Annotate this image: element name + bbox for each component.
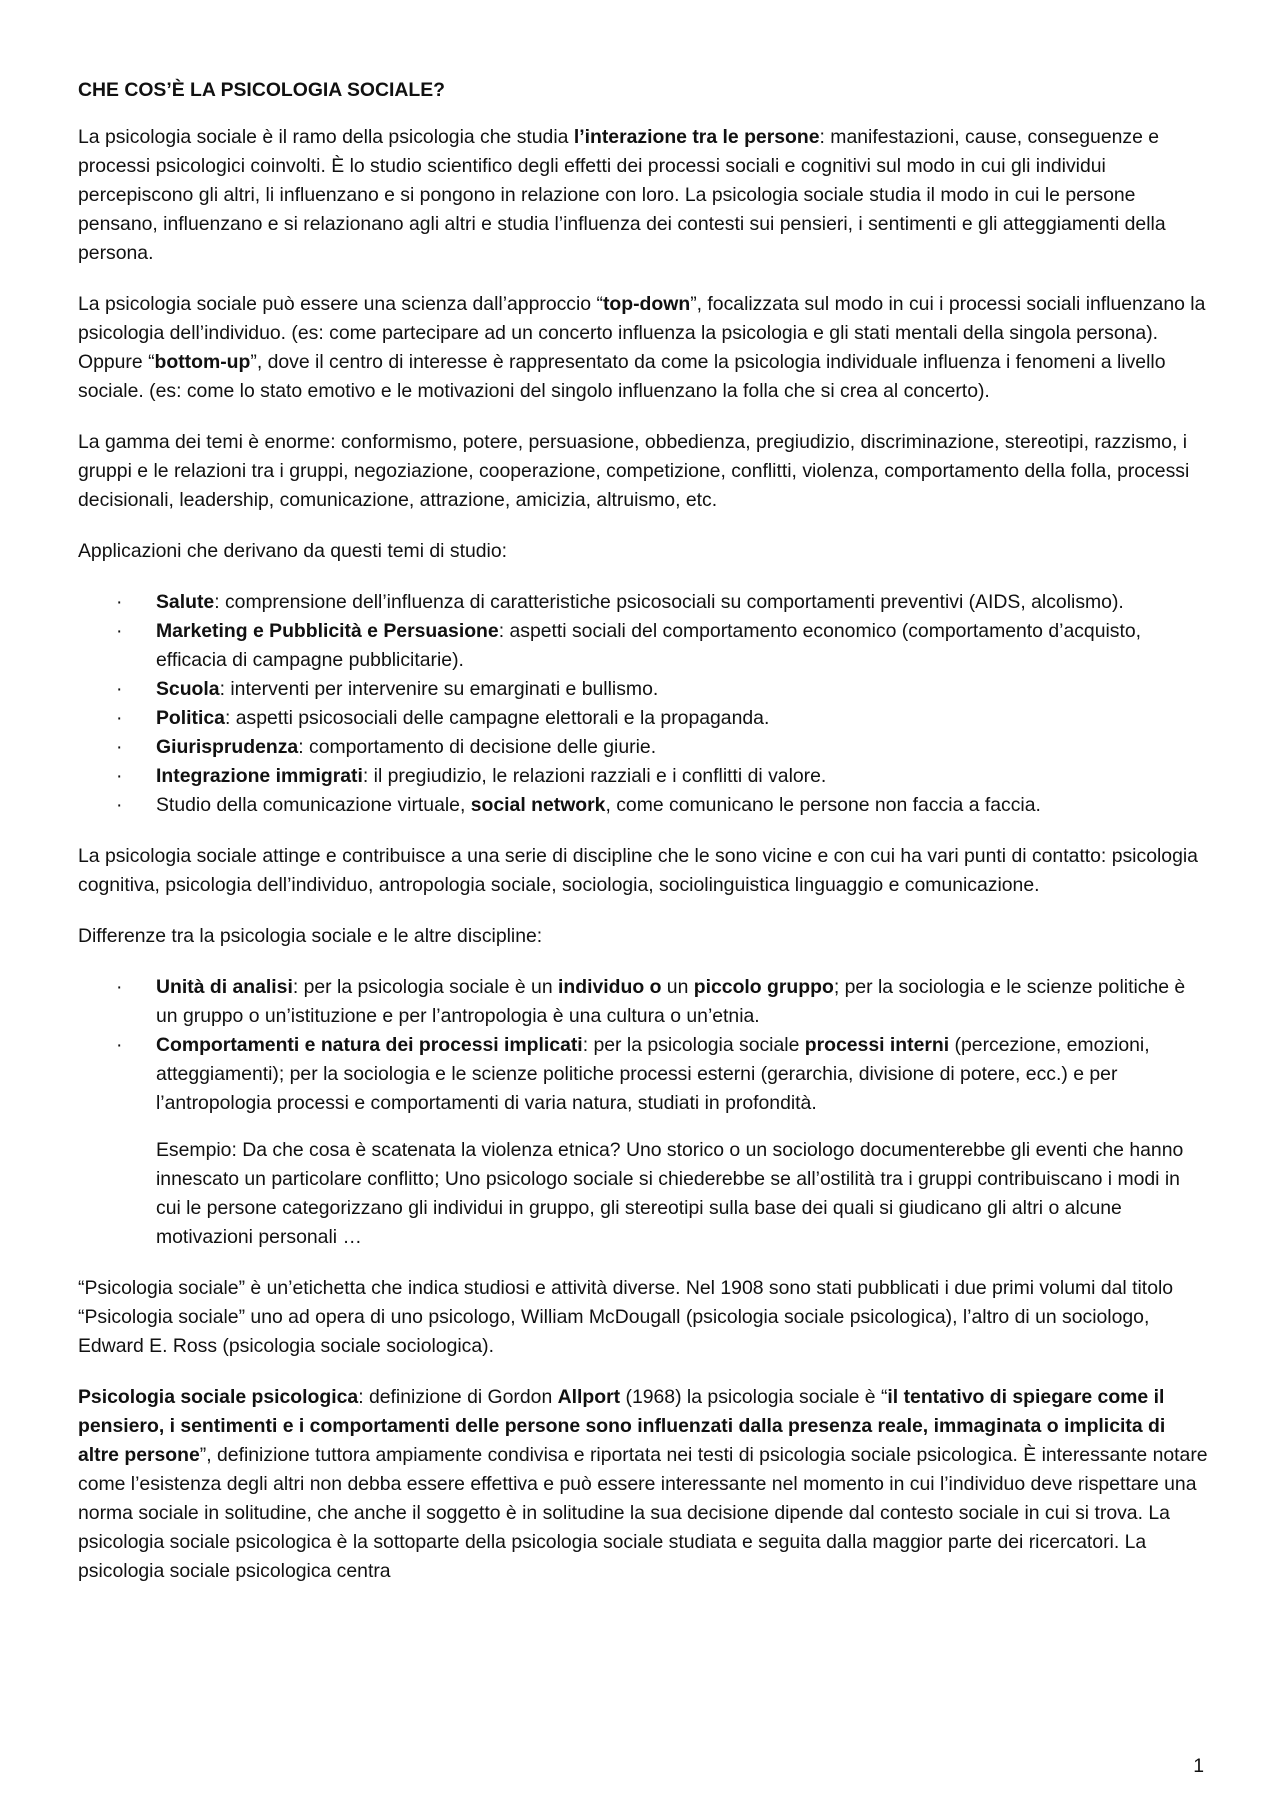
bold-text: l’interazione tra le persone [573,126,820,148]
text: : aspetti sociali del comportamento economico (comportamento d’acquisto, efficacia di campagne pubblicitarie). [156,620,1142,671]
text: un [661,976,694,998]
bold-text: Psicologia sociale psicologica [78,1386,359,1408]
text: ”, focalizzata sul modo in cui i processi sociali influenzano la psicologia dell’individuo. (es: come partecipare ad un concerto influenza la psicologia e gli stati mentali della singola persona). Oppure “ [78,293,1206,373]
text: La psicologia sociale è il ramo della psicologia che studia [78,126,574,148]
text: : interventi per intervenire su emarginati e bullismo. [219,678,659,700]
text: : aspetti psicosociali delle campagne elettorali e la propaganda. [224,707,770,729]
text: , come comunicano le persone non faccia a faccia. [605,794,1041,816]
bold-text: Marketing e Pubblicità e Persuasione [156,620,499,642]
paragraph-themes: La gamma dei temi è enorme: conformismo, potere, persuasione, obbedienza, pregiudizio, discriminazione, stereotipi, razzismo, i gruppi e le relazioni tra i gruppi, negoziazione, cooperazione, competizione, conflitti, violenza, comportamento della folla, processi decisionali, leadership, comunicazione, attrazione, amicizia, altruismo, etc. [78,431,1190,511]
bullet-icon: · [116,765,123,787]
page-number: 1 [1193,1755,1204,1777]
text: (percezione, emozioni, atteggiamenti); per la sociologia e le scienze politiche processi esterni (gerarchia, divisione di potere, ecc.) e per l’antropologia processi e comportamenti di varia natura, studiati in profondità. [156,1034,1150,1114]
list-item [78,762,1208,791]
list-item [78,791,1208,820]
paragraph-example: Esempio: Da che cosa è scatenata la violenza etnica? Uno storico o un sociologo documenterebbe gli eventi che hanno innescato un particolare conflitto; Uno psicologo sociale si chiederebbe se all’ostilità tra i gruppi contribuiscano i modi in cui le persone categorizzano gli individui in gruppo, gli stereotipi sulla base dei quali si giudicano gli altri o alcune motivazioni personali … [156,1139,1184,1248]
text: : comprensione dell’influenza di caratteristiche psicosociali su comportamenti preventivi (AIDS, alcolismo). [214,591,1124,613]
applications-list [78,588,1208,820]
bullet-icon: · [116,736,123,758]
bold-text: Unità di analisi [156,976,293,998]
bold-text: il tentativo di spiegare come il pensiero, i sentimenti e i comportamenti delle persone sono influenzati dalla presenza reale, immaginata o implicita di altre persone [78,1386,1166,1466]
document-page [78,76,1208,1608]
bullet-icon: · [116,620,123,642]
bold-text: social network [470,794,606,816]
text: (1968) la psicologia sociale è “ [620,1386,888,1408]
list-item [78,733,1208,762]
bullet-icon: · [116,1034,123,1056]
bold-text: Comportamenti e natura dei processi implicati [156,1034,583,1056]
text: : manifestazioni, cause, conseguenze e processi psicologici coinvolti. È lo studio scientifico degli effetti dei processi sociali e cognitivi sul modo in cui gli individui percepiscono gli altri, li influenzano e si pongono in relazione con loro. La psicologia sociale studia il modo in cui le persone pensano, influenzano e si relazionano agli altri e studia l’influenza dei contesti sui pensieri, i sentimenti e gli atteggiamenti della persona. [78,126,1166,264]
text: : definizione di Gordon [358,1386,558,1408]
bold-text: piccolo gruppo [693,976,834,998]
text: : il pregiudizio, le relazioni razziali e i conflitti di valore. [362,765,827,787]
text: ; per la sociologia e le scienze politiche è un gruppo o un’istituzione e per l’antropologia è una cultura o un’etnia. [156,976,1186,1027]
bullet-icon: · [116,794,123,816]
bold-text: Salute [156,591,215,613]
bold-text: processi interni [804,1034,950,1056]
text: ”, definizione tuttora ampiamente condivisa e riportata nei testi di psicologia sociale psicologica. È interessante notare come l’esistenza degli altri non debba essere effettiva e può essere interessante nel momento in cui l’individuo deve rispettare una norma sociale in solitudine, che anche il soggetto è in solitudine la sua decisione dipende dal contesto sociale in cui si trova. La psicologia sociale psicologica è la sottoparte della psicologia sociale studiata e seguita dalla maggior parte dei ricercatori. La psicologia sociale psicologica centra [78,1444,1208,1582]
list-item [78,675,1208,704]
bold-text: bottom-up [154,351,251,373]
paragraph-disciplines: La psicologia sociale attinge e contribuisce a una serie di discipline che le sono vicine e con cui ha vari punti di contatto: psicologia cognitiva, psicologia dell’individuo, antropologia sociale, sociologia, sociolinguistica linguaggio e comunicazione. [78,845,1198,896]
bold-text: Allport [557,1386,621,1408]
text: ”, dove il centro di interesse è rappresentato da come la psicologia individuale influenza i fenomeni a livello sociale. (es: come lo stato emotivo e le motivazioni del singolo influenzano la folla che si crea al concerto). [78,351,1166,402]
text: : per la psicologia sociale [582,1034,805,1056]
bullet-icon: · [116,976,123,998]
text: : per la psicologia sociale è un [292,976,559,998]
bold-text: Giurisprudenza [156,736,299,758]
list-item [78,588,1208,617]
list-item [78,973,1208,1031]
paragraph-intro [78,123,1208,268]
paragraph-applications-intro: Applicazioni che derivano da questi temi di studio: [78,540,507,562]
bold-text: individuo o [558,976,662,998]
bullet-icon: · [116,591,123,613]
bold-text: Integrazione immigrati [156,765,363,787]
paragraph-approach [78,290,1208,406]
text: La psicologia sociale può essere una scienza dall’approccio “ [78,293,603,315]
list-item [78,617,1208,675]
list-item [78,1031,1208,1118]
bold-text: Scuola [156,678,220,700]
bullet-icon: · [116,707,123,729]
paragraph-allport [78,1383,1208,1586]
bullet-icon: · [116,678,123,700]
paragraph-history: “Psicologia sociale” è un’etichetta che indica studiosi e attività diverse. Nel 1908 sono stati pubblicati i due primi volumi dal titolo “Psicologia sociale” uno ad opera di uno psicologo, William McDougall (psicologia sociale psicologica), l’altro di un sociologo, Edward E. Ross (psicologia sociale sociologica). [78,1277,1174,1357]
bold-text: Politica [156,707,225,729]
differences-list [78,973,1208,1118]
page-title: CHE COS’È LA PSICOLOGIA SOCIALE? [78,79,446,101]
text: Studio della comunicazione virtuale, [156,794,471,816]
paragraph-differences-intro: Differenze tra la psicologia sociale e le altre discipline: [78,925,543,947]
bold-text: top-down [602,293,691,315]
text: : comportamento di decisione delle giurie. [298,736,657,758]
list-item [78,704,1208,733]
